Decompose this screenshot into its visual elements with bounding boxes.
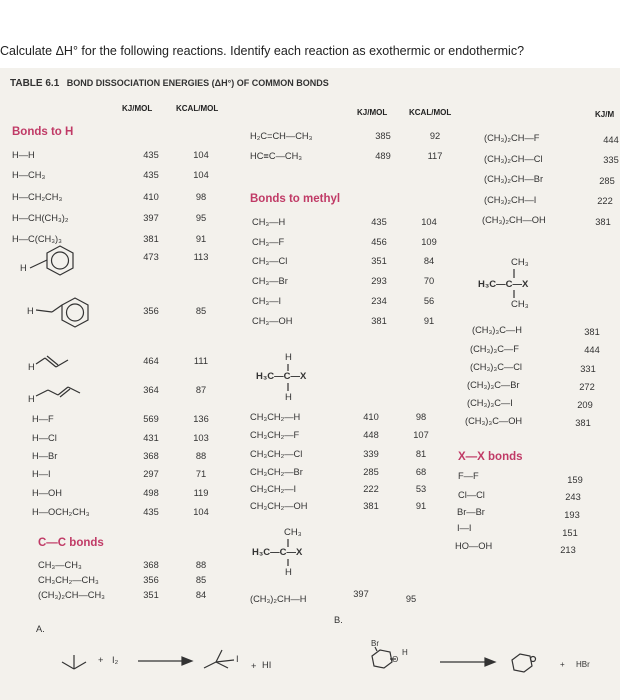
- reaction-a-reagent: I₂: [112, 655, 119, 665]
- table-cell-kcal: 136: [193, 414, 209, 424]
- table-cell-kcal: 98: [195, 192, 207, 202]
- header-kj-col3: KJ/M: [595, 110, 615, 119]
- reaction-b-h: H: [402, 648, 408, 657]
- reaction-a-iodine: I: [236, 654, 239, 664]
- table-cell-kcal: 92: [429, 131, 441, 141]
- reaction-b-product-hbr: HBr: [576, 660, 590, 669]
- table-cell-kcal: 91: [423, 316, 435, 326]
- table-cell-kcal: 56: [423, 296, 435, 306]
- header-kj-col1: KJ/MOL: [122, 104, 153, 113]
- question-text: Calculate ΔH° for the following reactions. Identify each reaction as exothermic or endothermic?: [0, 44, 525, 58]
- header-kj-col2: KJ/MOL: [357, 108, 388, 117]
- table-cell-kj: 444: [603, 135, 619, 145]
- table-row-label: H—CH₃: [12, 170, 46, 180]
- table-cell-kcal: 91: [195, 234, 207, 244]
- table-row-label: (CH₃)₂CH—OH: [482, 215, 546, 225]
- table-row-label: (CH₃)₃C—OH: [465, 416, 523, 426]
- table-title: BOND DISSOCIATION ENERGIES (ΔH°) OF COMMON BONDS: [66, 78, 329, 88]
- table-cell-kcal: 88: [195, 451, 207, 461]
- table-cell-kcal: 88: [195, 560, 207, 570]
- reaction-b-o: O: [392, 655, 399, 664]
- table-cell-kj: 159: [567, 475, 583, 485]
- table-cell-kj: 435: [143, 170, 159, 180]
- table-row-label: H—OCH₂CH₃: [32, 507, 90, 517]
- reaction-b-br: Br: [371, 639, 379, 648]
- table-row-label: H—C(CH₃)₃: [12, 234, 62, 244]
- table-cell-kj: 335: [603, 155, 619, 165]
- table-cell-kj: 243: [565, 492, 581, 502]
- table-cell-kj: 331: [580, 364, 596, 374]
- table-row-label: CH₃—Br: [252, 276, 288, 286]
- table-row-label: H—F: [32, 414, 54, 424]
- table-cell-kj: 285: [599, 176, 615, 186]
- table-row-label: CH₃—I: [252, 296, 282, 306]
- table-row-label: HC≡C—CH₃: [250, 151, 303, 161]
- table-cell-kcal: 119: [193, 488, 209, 498]
- table-cell-kj: 351: [143, 590, 159, 600]
- allyl-h-label: H: [28, 394, 35, 404]
- table-row-label: CH₃—H: [252, 217, 286, 227]
- benzene-h-label: H: [20, 263, 27, 273]
- table-cell-kj: 435: [143, 507, 159, 517]
- table-row-label: H—I: [32, 469, 51, 479]
- table-cell-kcal: 70: [423, 276, 435, 286]
- isopropyl-h-label: (CH₃)₂CH—H: [250, 594, 307, 604]
- table-cell-kcal: 81: [415, 449, 427, 459]
- struct-h-bottom: H: [285, 567, 292, 578]
- benzyl-h-label: H: [27, 306, 34, 316]
- table-cell-kcal: 104: [193, 507, 209, 517]
- table-cell-kj: 381: [363, 501, 379, 511]
- reaction-a-product-hi: HI: [262, 660, 272, 670]
- table-row-label: CH₃CH₂—Cl: [250, 449, 303, 459]
- table-cell-kj: 293: [371, 276, 387, 286]
- table-row-label: (CH₃)₃C—Br: [467, 380, 520, 390]
- table-cell-kj: 473: [143, 252, 159, 262]
- table-row-label: CH₃—CH₃: [38, 560, 82, 570]
- table-cell-kcal: 117: [427, 151, 443, 161]
- table-cell-kj: 222: [597, 196, 613, 206]
- table-cell-kj: 368: [143, 451, 159, 461]
- table-cell-kj: 431: [143, 433, 159, 443]
- table-cell-kj: 464: [143, 356, 159, 366]
- table-cell-kcal: 107: [413, 430, 429, 440]
- table-row-label: (CH₃)₂CH—Cl: [484, 154, 543, 164]
- table-cell-kj: 356: [143, 575, 159, 585]
- table-row-label: (CH₃)₂CH—Br: [484, 174, 544, 184]
- table-cell-kj: 222: [363, 484, 379, 494]
- struct-ch3-top: CH₃: [511, 257, 529, 268]
- table-cell-kcal: 84: [423, 256, 435, 266]
- section-xx-bonds: X—X bonds: [458, 451, 523, 463]
- table-row-label: F—F: [458, 471, 479, 481]
- table-row-label: Br—Br: [457, 507, 485, 517]
- table-row-label: Cl—Cl: [458, 490, 485, 500]
- table-row-label: CH₃—F: [252, 237, 285, 247]
- table-cell-kcal: 113: [193, 252, 209, 262]
- table-number: TABLE 6.1: [10, 78, 60, 89]
- table-cell-kcal: 111: [193, 356, 209, 366]
- struct-h3c-c-x: H₃C—C—X: [478, 279, 529, 290]
- table-cell-kcal: 85: [195, 575, 207, 585]
- table-cell-kcal: 109: [421, 237, 437, 247]
- vinyl-h-label: H: [28, 362, 35, 372]
- table-cell-kj: 351: [371, 256, 387, 266]
- table-cell-kj: 193: [564, 510, 580, 520]
- table-cell-kcal: 85: [195, 306, 207, 316]
- table-cell-kj: 456: [371, 237, 387, 247]
- table-row-label: H—Br: [32, 451, 58, 461]
- reaction-b-label: B.: [334, 615, 343, 625]
- header-kcal-col1: KCAL/MOL: [176, 104, 219, 113]
- table-cell-kj: 209: [577, 400, 593, 410]
- table-cell-kcal: 98: [415, 412, 427, 422]
- reaction-a-plus2: +: [251, 661, 257, 671]
- table-row-label: CH₃CH₂—CH₃: [38, 575, 99, 585]
- struct-ch3-bottom: CH₃: [511, 299, 529, 310]
- table-cell-kj: 385: [375, 131, 391, 141]
- table-row-label: H—OH: [32, 488, 62, 498]
- table-cell-kcal: 103: [193, 433, 209, 443]
- table-cell-kcal: 95: [405, 594, 417, 604]
- struct-h3c-c-x: H₃C—C—X: [256, 371, 307, 382]
- table-cell-kj: 498: [143, 488, 159, 498]
- table-cell-kcal: 71: [195, 469, 207, 479]
- table-cell-kj: 297: [143, 469, 159, 479]
- table-cell-kj: 272: [579, 382, 595, 392]
- table-cell-kj: 368: [143, 560, 159, 570]
- table-cell-kcal: 84: [195, 590, 207, 600]
- table-cell-kj: 381: [584, 327, 600, 337]
- table-cell-kj: 397: [143, 213, 159, 223]
- table-row-label: (CH₃)₃C—I: [467, 398, 513, 408]
- table-cell-kj: 435: [371, 217, 387, 227]
- struct-h-bottom: H: [285, 392, 292, 403]
- section-bonds-to-methyl: Bonds to methyl: [250, 193, 341, 205]
- table-row-label: CH₃CH₂—H: [250, 412, 301, 422]
- table-cell-kcal: 91: [415, 501, 427, 511]
- struct-ch3-top: CH₃: [284, 527, 302, 538]
- table-row-label: H—CH₂CH₃: [12, 192, 63, 202]
- table-cell-kj: 381: [575, 418, 591, 428]
- table-row-label: (CH₃)₃C—Cl: [470, 362, 522, 372]
- header-kcal-col2: KCAL/MOL: [409, 108, 452, 117]
- reaction-a-label: A.: [36, 624, 45, 634]
- table-cell-kj: 364: [143, 385, 159, 395]
- table-row-label: HO—OH: [455, 541, 493, 551]
- struct-h-top: H: [285, 352, 292, 363]
- table-row-label: (CH₃)₃C—F: [470, 344, 519, 354]
- table-cell-kcal: 104: [193, 150, 209, 160]
- section-bonds-to-h: Bonds to H: [12, 126, 74, 138]
- table-cell-kcal: 53: [415, 484, 427, 494]
- table-cell-kcal: 104: [193, 170, 209, 180]
- table-row-label: CH₃—OH: [252, 316, 293, 326]
- table-cell-kcal: 95: [195, 213, 207, 223]
- section-cc-bonds: C—C bonds: [38, 537, 104, 549]
- table-row-label: H—Cl: [32, 433, 57, 443]
- table-row-label: CH₃CH₂—F: [250, 430, 300, 440]
- table-cell-kj: 397: [353, 589, 369, 599]
- table-cell-kj: 444: [584, 345, 600, 355]
- table-row-label: (CH₃)₃C—H: [472, 325, 522, 335]
- table-row-label: (CH₃)₂CH—I: [484, 195, 537, 205]
- table-cell-kj: 213: [560, 545, 576, 555]
- table-row-label: CH₃CH₂—OH: [250, 501, 308, 511]
- table-row-label: I—I: [457, 523, 472, 533]
- table-cell-kcal: 68: [415, 467, 427, 477]
- table-cell-kcal: 87: [195, 385, 207, 395]
- table-row-label: (CH₃)₂CH—CH₃: [38, 590, 105, 600]
- table-cell-kj: 381: [371, 316, 387, 326]
- struct-h3c-c-x: H₃C—C—X: [252, 547, 303, 558]
- table-cell-kj: 489: [375, 151, 391, 161]
- reaction-b-plus: +: [560, 660, 565, 669]
- table-row-label: CH₃CH₂—I: [250, 484, 297, 494]
- table-cell-kj: 356: [143, 306, 159, 316]
- table-row-label: (CH₃)₂CH—F: [484, 133, 540, 143]
- table-cell-kj: 569: [143, 414, 159, 424]
- reaction-a-plus: +: [98, 655, 104, 665]
- table-cell-kj: 435: [143, 150, 159, 160]
- table-cell-kj: 381: [595, 217, 611, 227]
- table-cell-kcal: 104: [421, 217, 437, 227]
- table-cell-kj: 234: [371, 296, 387, 306]
- table-row-label: H—H: [12, 150, 35, 160]
- table-row-label: CH₃—Cl: [252, 256, 288, 266]
- table-cell-kj: 285: [363, 467, 379, 477]
- table-row-label: H₂C=CH—CH₃: [250, 131, 313, 141]
- table-caption: [10, 78, 329, 89]
- table-cell-kj: 381: [143, 234, 159, 244]
- table-row-label: H—CH(CH₃)₂: [12, 213, 69, 223]
- table-cell-kj: 448: [363, 430, 379, 440]
- table-cell-kj: 410: [363, 412, 379, 422]
- table-cell-kj: 339: [363, 449, 379, 459]
- table-cell-kj: 410: [143, 192, 159, 202]
- table-cell-kj: 151: [562, 528, 578, 538]
- table-row-label: CH₃CH₂—Br: [250, 467, 303, 477]
